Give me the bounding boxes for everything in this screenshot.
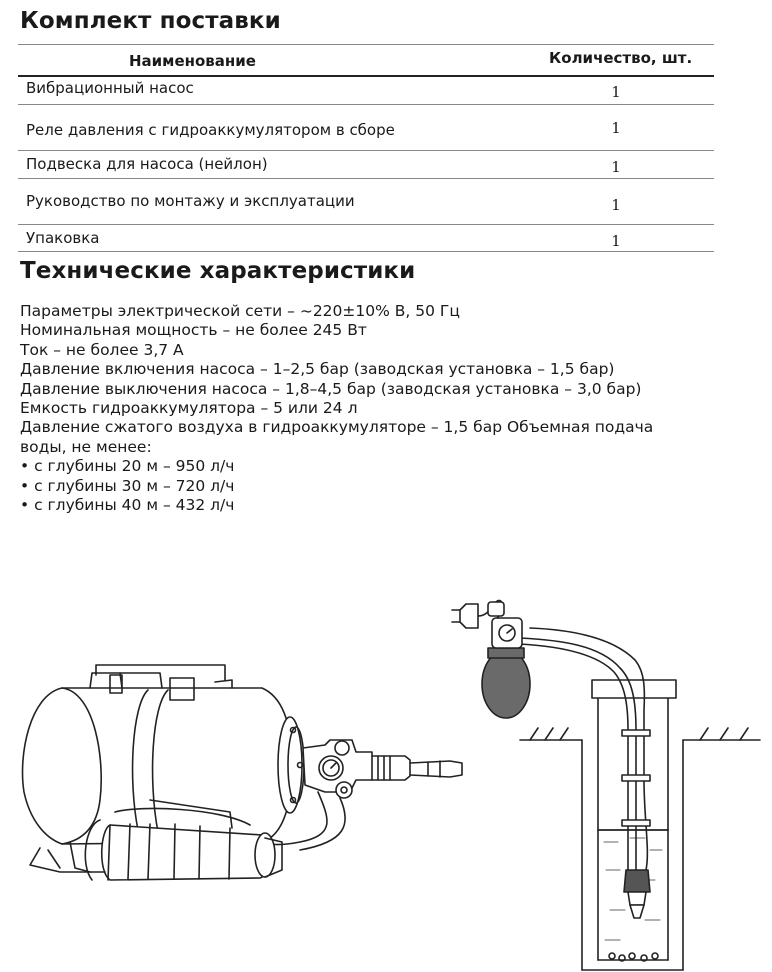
spec-line: • с глубины 30 м – 720 л/ч — [20, 476, 235, 495]
kit-table — [18, 44, 714, 252]
row-name: Вибрационный насос — [26, 79, 194, 97]
spec-line: Емкость гидроаккумулятора – 5 или 24 л — [20, 399, 358, 418]
table-row — [18, 105, 714, 151]
row-name: Руководство по монтажу и эксплуатации — [26, 192, 355, 210]
col-name-header: Наименование — [129, 52, 256, 70]
spec-line: Давление сжатого воздуха в гидроаккумуляторе – 1,5 бар Объемная подача — [20, 418, 654, 437]
row-qty: 1 — [611, 119, 621, 137]
kit-title: Комплект поставки — [20, 8, 281, 34]
well-installation-drawing — [452, 600, 760, 970]
tech-specs — [20, 302, 740, 515]
row-qty: 1 — [611, 158, 621, 176]
installation-illustration — [0, 580, 772, 972]
spec-line: • с глубины 40 м – 432 л/ч — [20, 496, 235, 515]
table-row — [18, 151, 714, 179]
table-row — [18, 179, 714, 225]
row-qty: 1 — [611, 83, 621, 101]
row-name: Подвеска для насоса (нейлон) — [26, 155, 268, 173]
spec-line: • с глубины 20 м – 950 л/ч — [20, 457, 235, 476]
row-name: Реле давления с гидроаккумулятором в сборе — [26, 121, 395, 139]
row-name: Упаковка — [26, 229, 100, 247]
row-qty: 1 — [611, 196, 621, 214]
spec-line: Давление включения насоса – 1–2,5 бар (заводская установка – 1,5 бар) — [20, 360, 615, 379]
table-row — [18, 77, 714, 105]
row-qty: 1 — [611, 232, 621, 250]
spec-line: Давление выключения насоса – 1,8–4,5 бар (заводская установка – 3,0 бар) — [20, 379, 642, 398]
kit-table-header — [18, 44, 714, 77]
spec-line: Параметры электрической сети – ~220±10% В, 50 Гц — [20, 302, 460, 320]
spec-line: Номинальная мощность – не более 245 Вт — [20, 321, 367, 340]
spec-line: Ток – не более 3,7 А — [20, 340, 184, 359]
pump-station-drawing — [23, 665, 462, 880]
table-row — [18, 225, 714, 252]
tech-title: Технические характеристики — [20, 258, 416, 284]
spec-line: воды, не менее: — [20, 437, 152, 456]
col-qty-header: Количество, шт. — [549, 49, 693, 67]
